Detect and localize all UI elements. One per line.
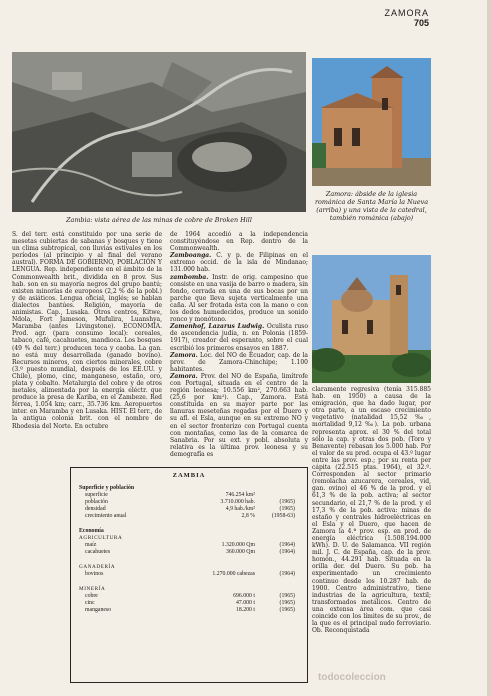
aerial-photo-broken-hill (12, 52, 306, 212)
stats-box-title: ZAMBIA (172, 472, 206, 479)
cathedral-photo (312, 255, 431, 383)
zambia-article-text: S. del terr. está constituido por una serie de mesetas cubiertas de sabanas y bosques y tiene un clima subtropical, con lluvias estivales en los períodos (al principio y al final del verano austral). FORMA DE GOBIERNO, POBLACIÓN Y LENGUA. Rep. independiente en el ámbito de la Commonwealth brit., dividida en 8 prov. Sus hab. son en su mayoría negros del grupo bantú; existen minorías de europeos (2,2 % de la pobl.) y de asiáticos. Lengua oficial, inglés; se hablan dialectos bantúes. Religión, mayoría de animistas. Cap., Lusaka. Otros centros, Kitwe, Ndola, Fort Jameson, Mufulira, Luanshya, Maramba (antes Livingstone). ECONOMÍA. Prod. agr. (para consumo local): cereales, tabaco, café, cacahuetes, mandioca. Los bosques (49 % del terr.) producen teca y caoba. La gan. no está muy desarrollada (ganado bovino). Recursos mineros, con ciertos minerales, cobre (3.º puesto mundial, después de los EE.UU. y Chile), plomo, cinc, manganeso, estaño, oro, plata y cobalto. Metalurgia del cobre y de otros metales, alimentada por la energía eléctr. que produce la presa de Kariba, en el Zambeze. Red férrea, 1.054 km; carr., 35.736 km. Aeropuertos inter. en Maramba y en Lusaka. HIST. El terr., de la antigua colonia brit. con el nombre de Rhodesia del Norte. En octubre (12, 231, 162, 430)
caption-zamora-photos: Zamora: ábside de la iglesia románica de Santa María la Nueva (arriba) y una vista de la catedral, también románica (abajo) (314, 190, 429, 222)
text-column-2 (170, 231, 308, 458)
entry-zambomba: zambomba. Instr. de orig. campesino que consiste en una vasija de barro o madera, sin fondo, cerrada en una de sus bocas por un parche que lleva sujeta verticalmente una caña. Al ser frotada ésta con la mano o con los dedos humedecidos, produce un sonido ronco y monótono. (170, 273, 308, 324)
entry-zamora-provincia: Zamora. Prov. del NO de España, limítrofe con Portugal, situada en el centro de la región leonesa; 10.556 km², 270.663 hab. (25,6 por km²). Cap., Zamora. Está constituida en su mayor parte por las llanuras meseteñas regadas por el Duero y su afl. el Esla, aunque en su extremo NO y en el sector fronterizo con Portugal cuenta con montañas, como las de la comarca de Sanabria. Por su ext. y pobl. absoluta y relativa es la última prov. leonesa y su demografía es (170, 372, 308, 458)
text-column-3 (312, 386, 431, 634)
caption-aerial-photo: Zambia: vista aérea de las minas de cobre de Broken Hill (66, 216, 252, 224)
stats-subgroup-title: MINERÍA (79, 586, 106, 592)
page-edge (487, 0, 491, 696)
entry-zambia-continued: de 1964 accedió a la independencia constituyéndose en Rep. dentro de la Commonwealth. (170, 231, 308, 253)
watermark: todocoleccion (318, 672, 386, 683)
page-number: 705 (413, 18, 429, 28)
stats-row: maíz 1.320.000 Qm (1964) (85, 542, 295, 548)
stats-row: población 3.710.000 hab. (1965) (85, 499, 295, 505)
stats-row: bovinos 1.270.000 cabezas (1964) (85, 571, 295, 577)
zamora-article-text: claramente regresiva (tenía 315.885 hab. en 1950) a causa de la emigración, que ha dado lugar, por otra parte, a un escaso crecimiento vegetativo (natalidad 15,52 ‰, mortalidad 9,12 ‰). La pob. urbana representa aprox. el 30 % del total sólo la cap. y otras dos pob. (Toro y Benavente) rebasan los 5.000 hab. Por el valor de su prod. ocupa el 43.º lugar entre las prov. esp.; por su renta per cápita (22.515 ptas. 1964), el 32.º. Corresponden al sector primario (remolacha azucarera, cereales, vid, gan. ovino) el 46 % de la prod. y el 61,3 % de la pob. activa; al sector secundario, el 21,7 % de la prod. y el 17,3 % de la pob. activa: minas de estaño y centrales hidroeléctricas en el Esla y el Duero, que hacen de Zamora la 4.ª prov. esp. en prod. de energía eléctrica (1.508.194.000 kWh). D. U. de Salamanca. VII región mil. J. C. de España, cap. de la prov. homón., 44.291 hab. Situada en la orilla der. del Duero. Su pob. ha experimentado un crecimiento continuo desde los 10.287 hab. de 1900. Centro administrativo, tiene industrias de la agricultura, textil; transformados metálicos. Centro de una extensa área com. que casi coincide con los límites de su prov., de la que es el principal nudo ferroviario. Ob. Reconquistada (312, 386, 431, 635)
entry-zamora-ecuador: Zamora. Loc. del NO de Ecuador, cap. de la prov. de Zamora-Chinchipe; 1.100 habitantes. (170, 351, 308, 373)
stats-row: cobre 696.000 t (1965) (85, 593, 295, 599)
church-apse-photo (312, 58, 431, 186)
stats-row: manganeso 18.200 t (1965) (85, 607, 295, 613)
text-column-1 (12, 231, 162, 430)
running-head-section: ZAMORA (384, 8, 429, 18)
zambia-stats-box (70, 467, 308, 683)
stats-group-title: Economía (79, 528, 104, 534)
stats-row: cacahuetes 360.000 Qm (1964) (85, 549, 295, 555)
running-head (384, 8, 429, 28)
stats-row: crecimiento anual 2,8 % (1958-63) (85, 513, 295, 519)
stats-group-title: Superficie y población (79, 485, 135, 491)
stats-row: densidad 4,9 hab./km² (1965) (85, 506, 295, 512)
entry-zamboanga: Zamboanga. C. y p. de Filipinas en el extremo occid. de la isla de Mindanao; 131.000 hab. (170, 252, 308, 274)
stats-subgroup-title: GANADERÍA (79, 564, 116, 570)
stats-row: superficie 746.254 km² (85, 492, 255, 498)
stats-row: cinc 47.000 t (1965) (85, 600, 295, 606)
entry-zamenhof: Zamenhof, Lazarus Ludwig. Oculista ruso de ascendencia judía, n. en Polonia (1859-1917), creador del esperanto, sobre el cual escribió los primeros ensayos en 1887. (170, 323, 308, 352)
stats-subgroup-title: AGRICULTURA (79, 535, 123, 541)
